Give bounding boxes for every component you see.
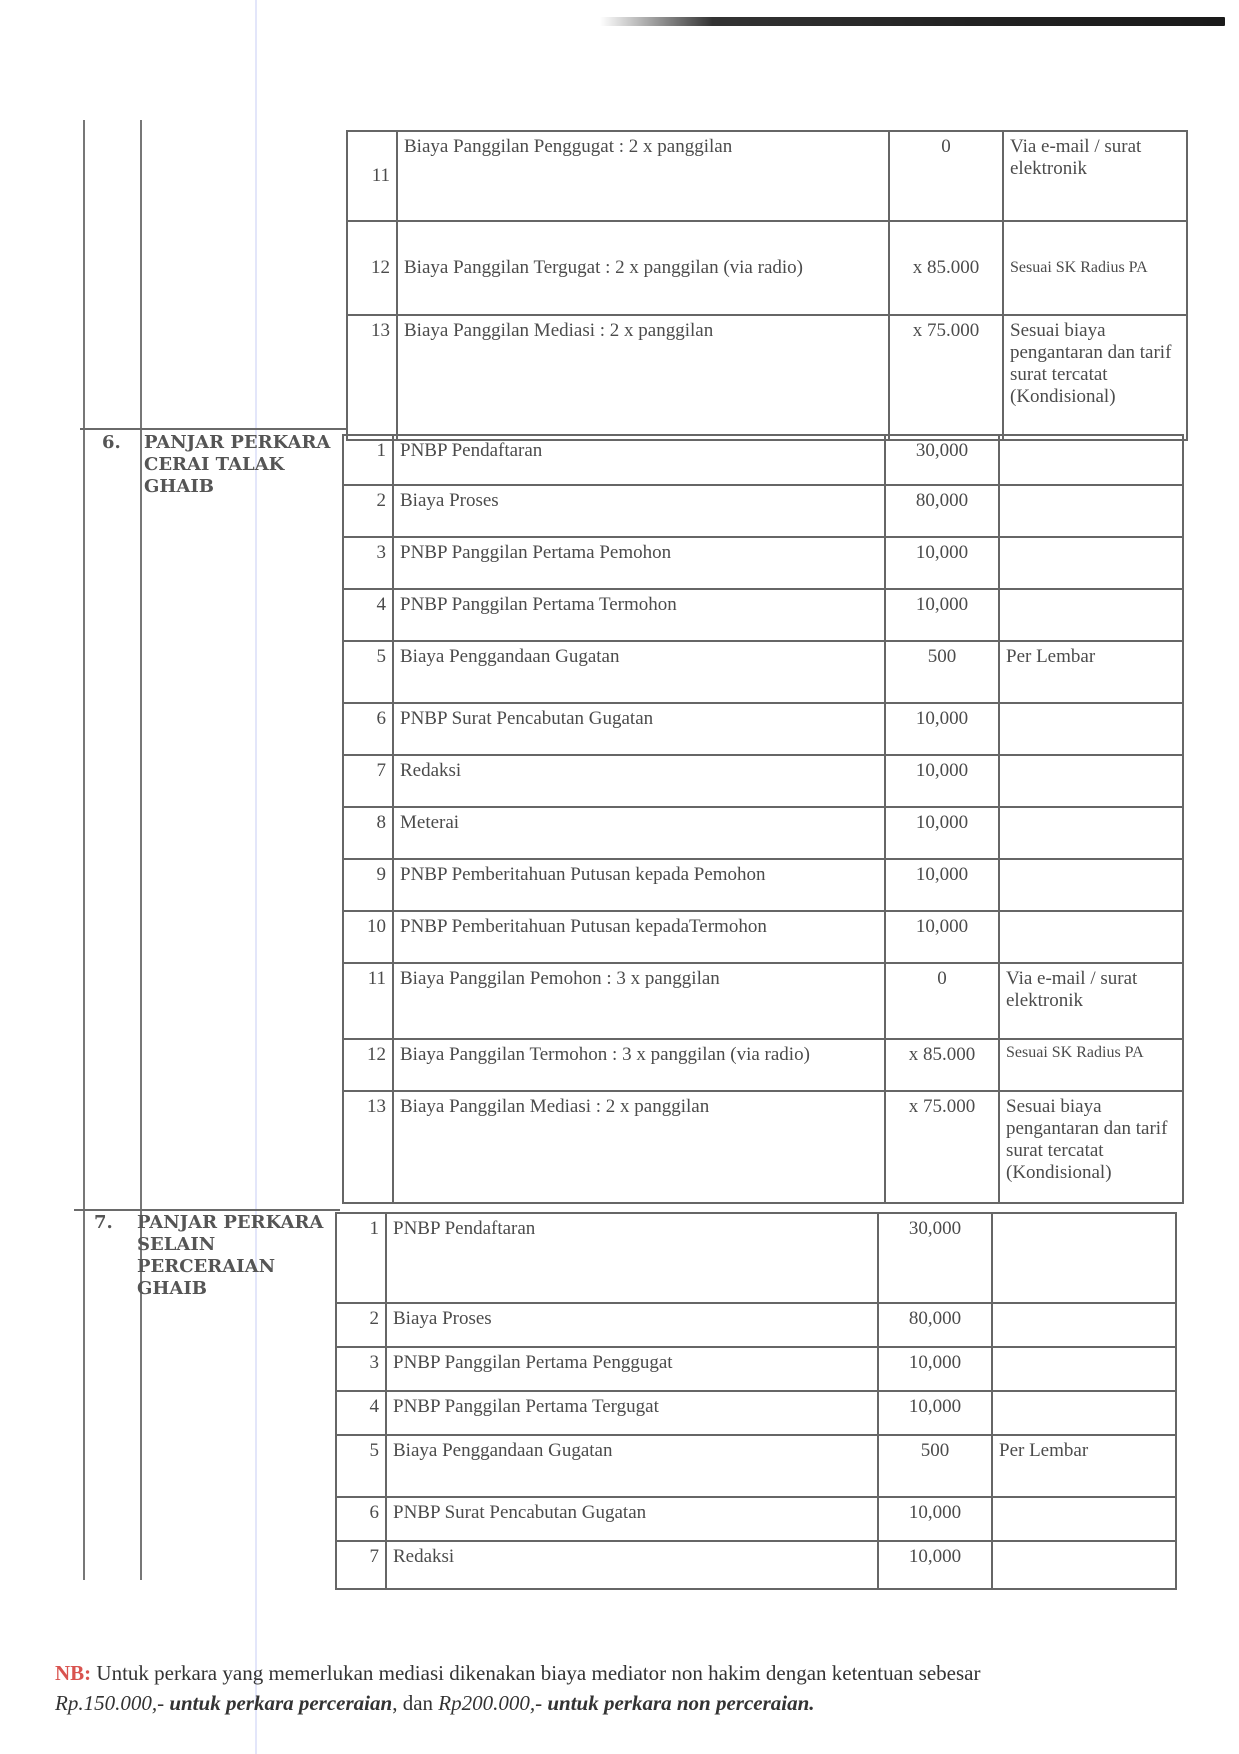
table-row [336, 1435, 1176, 1497]
row-amount: 80,000 [885, 485, 999, 537]
table-row [347, 221, 1187, 315]
row-number: 1 [343, 435, 393, 485]
row-amount: 10,000 [885, 755, 999, 807]
row-note: Sesuai SK Radius PA [1003, 221, 1187, 315]
row-description: Biaya Penggandaan Gugatan [386, 1435, 878, 1497]
table-row [343, 589, 1183, 641]
row-description: PNBP Panggilan Pertama Pemohon [393, 537, 885, 589]
table-row [343, 485, 1183, 537]
section-6-fee-table [342, 434, 1184, 1204]
row-amount: 10,000 [885, 859, 999, 911]
row-number: 5 [336, 1435, 386, 1497]
outer-border-left [83, 120, 85, 1580]
row-note [999, 589, 1183, 641]
row-amount: 30,000 [885, 435, 999, 485]
row-description: PNBP Pendaftaran [386, 1213, 878, 1303]
row-number: 10 [343, 911, 393, 963]
row-amount: 10,000 [885, 537, 999, 589]
section-7-top-border [74, 1209, 340, 1211]
row-description: PNBP Pendaftaran [393, 435, 885, 485]
continued-fee-table [346, 130, 1188, 441]
row-amount: 10,000 [878, 1347, 992, 1391]
table-row [343, 755, 1183, 807]
row-number: 1 [336, 1213, 386, 1303]
row-note [999, 859, 1183, 911]
row-amount: 10,000 [885, 703, 999, 755]
row-amount: 10,000 [885, 589, 999, 641]
footnote-amount-2: Rp200.000,- [438, 1691, 543, 1715]
section-6-top-border [80, 428, 346, 430]
row-description: PNBP Surat Pencabutan Gugatan [393, 703, 885, 755]
row-amount: 10,000 [878, 1497, 992, 1541]
row-number: 7 [343, 755, 393, 807]
row-number: 3 [336, 1347, 386, 1391]
row-number: 9 [343, 859, 393, 911]
row-number: 11 [347, 131, 397, 221]
row-number: 7 [336, 1541, 386, 1589]
footnote-part-1: untuk perkara perceraian [164, 1691, 393, 1715]
footnote-part-2: untuk perkara non perceraian. [542, 1691, 815, 1715]
row-number: 12 [347, 221, 397, 315]
row-number: 4 [336, 1391, 386, 1435]
section-7-number: 7. [94, 1212, 113, 1233]
row-amount: x 85.000 [885, 1039, 999, 1091]
row-description: PNBP Panggilan Pertama Penggugat [386, 1347, 878, 1391]
row-note: Sesuai biaya pengantaran dan tarif surat tercatat (Kondisional) [999, 1091, 1183, 1203]
row-description: Redaksi [393, 755, 885, 807]
table-row [336, 1213, 1176, 1303]
table-row [343, 1039, 1183, 1091]
row-note: Per Lembar [999, 641, 1183, 703]
row-note [992, 1213, 1176, 1303]
row-note: Via e-mail / surat elektronik [999, 963, 1183, 1039]
row-description: PNBP Surat Pencabutan Gugatan [386, 1497, 878, 1541]
row-description: Redaksi [386, 1541, 878, 1589]
row-number: 3 [343, 537, 393, 589]
row-description: Biaya Proses [386, 1303, 878, 1347]
row-amount: x 75.000 [889, 315, 1003, 440]
row-amount: 500 [885, 641, 999, 703]
section-6-number: 6. [102, 432, 121, 453]
section-7-title: PANJAR PERKARA SELAIN PERCERAIAN GHAIB [137, 1212, 324, 1299]
row-number: 12 [343, 1039, 393, 1091]
row-note [999, 911, 1183, 963]
row-number: 6 [336, 1497, 386, 1541]
row-note [992, 1497, 1176, 1541]
row-note [999, 703, 1183, 755]
table-row [343, 859, 1183, 911]
table-row [343, 641, 1183, 703]
section-6-title: PANJAR PERKARA CERAI TALAK GHAIB [144, 432, 331, 497]
row-description: Biaya Panggilan Penggugat : 2 x panggilan [397, 131, 889, 221]
row-description: Meterai [393, 807, 885, 859]
table-row [343, 703, 1183, 755]
row-note: Sesuai biaya pengantaran dan tarif surat tercatat (Kondisional) [1003, 315, 1187, 440]
row-description: PNBP Panggilan Pertama Termohon [393, 589, 885, 641]
row-description: Biaya Proses [393, 485, 885, 537]
row-amount: 500 [878, 1435, 992, 1497]
row-note: Sesuai SK Radius PA [999, 1039, 1183, 1091]
row-number: 4 [343, 589, 393, 641]
footnote-label: NB: [55, 1661, 92, 1685]
row-note [999, 485, 1183, 537]
footnote-text: Untuk perkara yang memerlukan mediasi dikenakan biaya mediator non hakim dengan ketentuan sebesar [91, 1661, 981, 1685]
table-row [343, 807, 1183, 859]
table-row [343, 1091, 1183, 1203]
row-note [999, 435, 1183, 485]
row-amount: x 85.000 [889, 221, 1003, 315]
row-note [992, 1391, 1176, 1435]
footnote [55, 1658, 1155, 1718]
row-note [999, 807, 1183, 859]
row-amount: 10,000 [885, 807, 999, 859]
scan-edge-mark [600, 17, 1225, 26]
table-row [343, 435, 1183, 485]
section-7-fee-table [335, 1212, 1177, 1590]
scan-guide-line [255, 0, 257, 1754]
table-row [336, 1347, 1176, 1391]
row-note [999, 537, 1183, 589]
row-description: Biaya Panggilan Mediasi : 2 x panggilan [393, 1091, 885, 1203]
row-number: 11 [343, 963, 393, 1039]
row-amount: 30,000 [878, 1213, 992, 1303]
row-amount: 10,000 [878, 1391, 992, 1435]
row-amount: 0 [889, 131, 1003, 221]
row-number: 5 [343, 641, 393, 703]
row-amount: 80,000 [878, 1303, 992, 1347]
table-row [343, 911, 1183, 963]
row-description: Biaya Panggilan Mediasi : 2 x panggilan [397, 315, 889, 440]
row-description: Biaya Panggilan Tergugat : 2 x panggilan (via radio) [397, 221, 889, 315]
footnote-separator: , dan [392, 1691, 439, 1715]
row-description: PNBP Pemberitahuan Putusan kepadaTermohon [393, 911, 885, 963]
row-description: Biaya Panggilan Pemohon : 3 x panggilan [393, 963, 885, 1039]
table-row [347, 315, 1187, 440]
table-row [336, 1303, 1176, 1347]
row-note: Per Lembar [992, 1435, 1176, 1497]
row-amount: 0 [885, 963, 999, 1039]
table-row [336, 1391, 1176, 1435]
row-amount: 10,000 [885, 911, 999, 963]
row-number: 13 [347, 315, 397, 440]
table-row [347, 131, 1187, 221]
row-number: 2 [343, 485, 393, 537]
row-note [992, 1541, 1176, 1589]
row-description: PNBP Pemberitahuan Putusan kepada Pemohon [393, 859, 885, 911]
table-row [336, 1541, 1176, 1589]
row-amount: x 75.000 [885, 1091, 999, 1203]
row-note [992, 1303, 1176, 1347]
row-number: 2 [336, 1303, 386, 1347]
row-number: 8 [343, 807, 393, 859]
row-number: 6 [343, 703, 393, 755]
row-note: Via e-mail / surat elektronik [1003, 131, 1187, 221]
row-amount: 10,000 [878, 1541, 992, 1589]
table-row [336, 1497, 1176, 1541]
row-note [999, 755, 1183, 807]
table-row [343, 537, 1183, 589]
row-note [992, 1347, 1176, 1391]
table-row [343, 963, 1183, 1039]
footnote-amount-1: Rp.150.000,- [55, 1691, 165, 1715]
row-description: PNBP Panggilan Pertama Tergugat [386, 1391, 878, 1435]
row-description: Biaya Panggilan Termohon : 3 x panggilan (via radio) [393, 1039, 885, 1091]
row-description: Biaya Penggandaan Gugatan [393, 641, 885, 703]
row-number: 13 [343, 1091, 393, 1203]
title-column-border [140, 120, 142, 1580]
